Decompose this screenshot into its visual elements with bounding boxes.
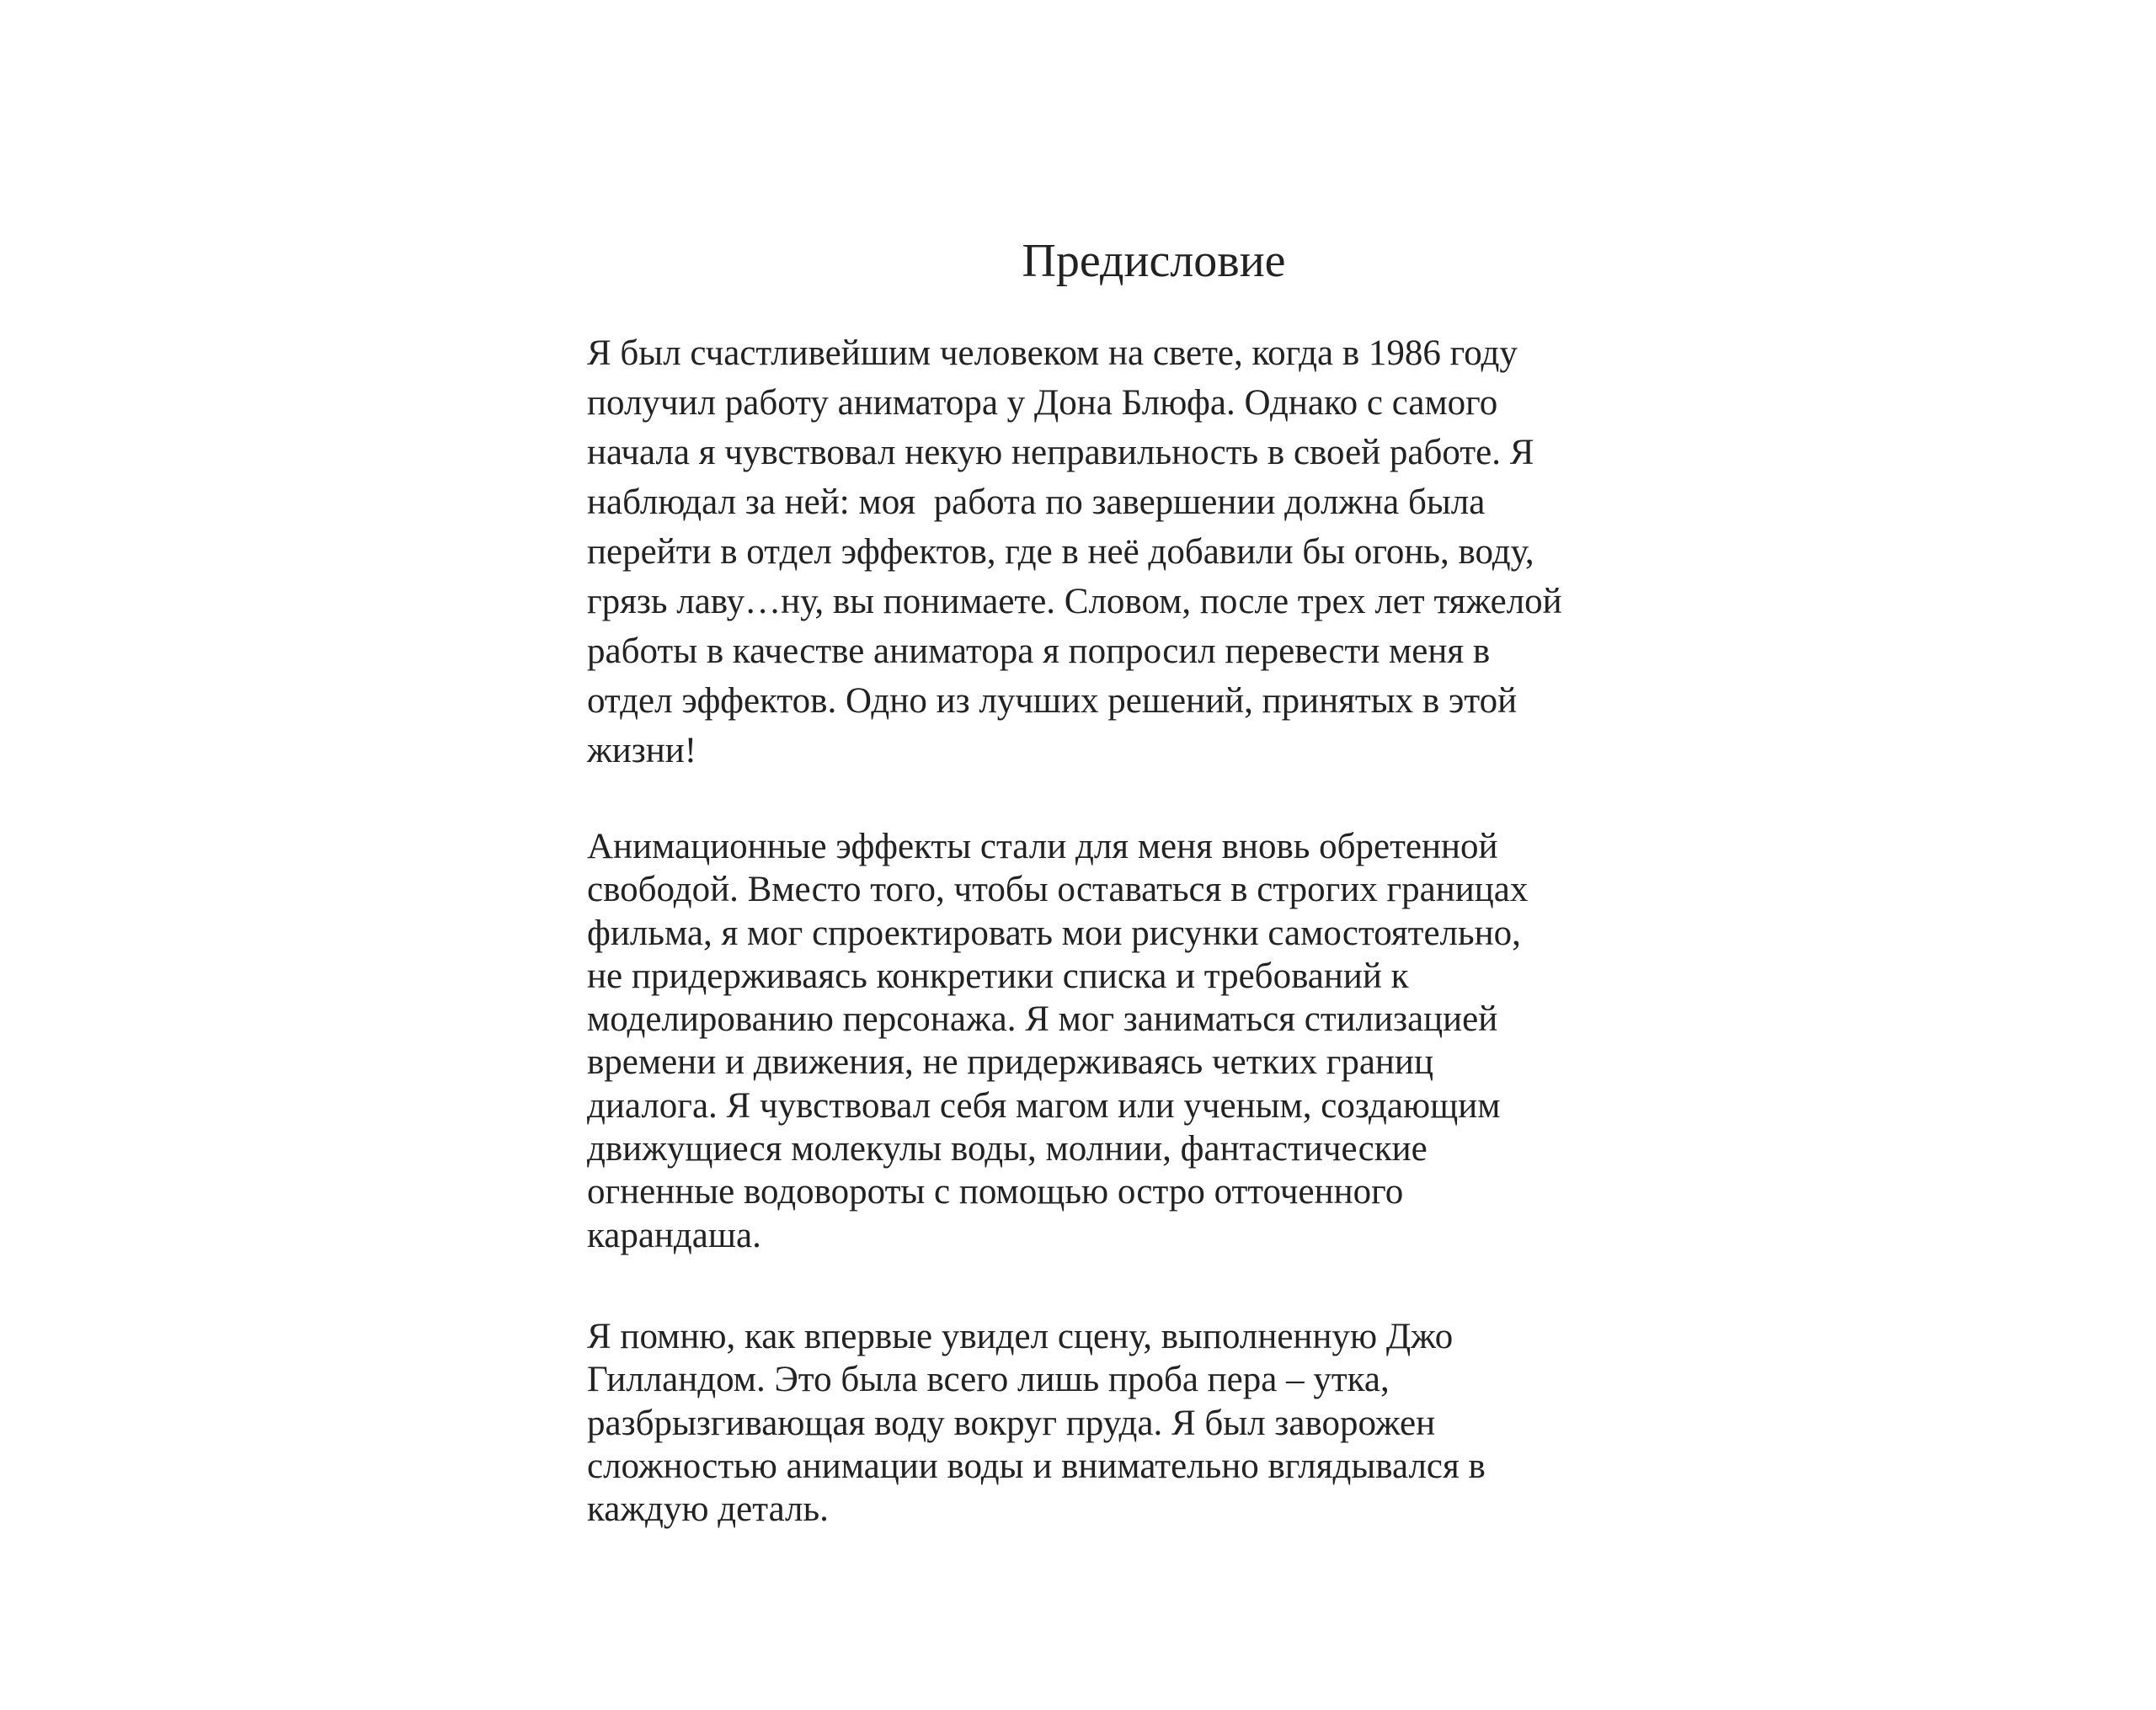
paragraph-line: отдел эффектов. Одно из лучших решений, принятых в этой bbox=[587, 681, 1518, 721]
paragraph-line: перейти в отдел эффектов, где в неё добавили бы огонь, воду, bbox=[587, 532, 1534, 572]
paragraph-line: Анимационные эффекты стали для меня вновь обретенной bbox=[587, 827, 1498, 866]
paragraph-line: сложностью анимации воды и внимательно вглядывался в bbox=[587, 1446, 1486, 1486]
paragraph-line: разбрызгивающая воду вокруг пруда. Я был заворожен bbox=[587, 1403, 1436, 1443]
paragraph-line: работы в качестве аниматора я попросил перевести меня в bbox=[587, 631, 1491, 671]
paragraph-line: не придерживаясь конкретики списка и требований к bbox=[587, 956, 1409, 996]
paragraph-line: начала я чувствовал некую неправильность в своей работе. Я bbox=[587, 433, 1534, 472]
paragraph-line: жизни! bbox=[587, 731, 697, 770]
paragraph-line: движущиеся молекулы воды, молнии, фантастические bbox=[587, 1129, 1428, 1169]
paragraph-line: диалога. Я чувствовал себя магом или ученым, создающим bbox=[587, 1085, 1501, 1126]
paragraph-line: огненные водовороты с помощью остро отточенного bbox=[587, 1172, 1404, 1212]
paragraph-line: времени и движения, не придерживаясь четких границ bbox=[587, 1042, 1433, 1083]
paragraph-line: Я был счастливейшим человеком на свете, когда в 1986 году bbox=[587, 333, 1518, 373]
paragraph-line: фильма, я мог спроектировать мои рисунки самостоятельно, bbox=[587, 913, 1521, 953]
paragraph-line: свободой. Вместо того, чтобы оставаться в строгих границах bbox=[587, 870, 1529, 910]
paragraph-1 bbox=[587, 328, 1665, 775]
paragraph-line: карандаша. bbox=[587, 1215, 761, 1255]
paragraph-line: грязь лаву…ну, вы понимаете. Словом, после трех лет тяжелой bbox=[587, 582, 1562, 621]
paragraph-3 bbox=[587, 1315, 1665, 1531]
paragraph-line: моделированию персонажа. Я мог заниматься стилизацией bbox=[587, 999, 1498, 1040]
page-title: Предисловие bbox=[1022, 235, 1286, 287]
paragraph-line: получил работу аниматора у Дона Блюфа. Однако с самого bbox=[587, 383, 1498, 423]
paragraph-line: наблюдал за ней: моя работа по завершении должна была bbox=[587, 482, 1486, 522]
paragraph-line: Я помню, как впервые увидел сцену, выполненную Джо bbox=[587, 1317, 1454, 1356]
paragraph-line: каждую деталь. bbox=[587, 1489, 829, 1530]
paragraph-2 bbox=[587, 825, 1665, 1257]
paragraph-line: Гилландом. Это была всего лишь проба пера – утка, bbox=[587, 1360, 1390, 1400]
